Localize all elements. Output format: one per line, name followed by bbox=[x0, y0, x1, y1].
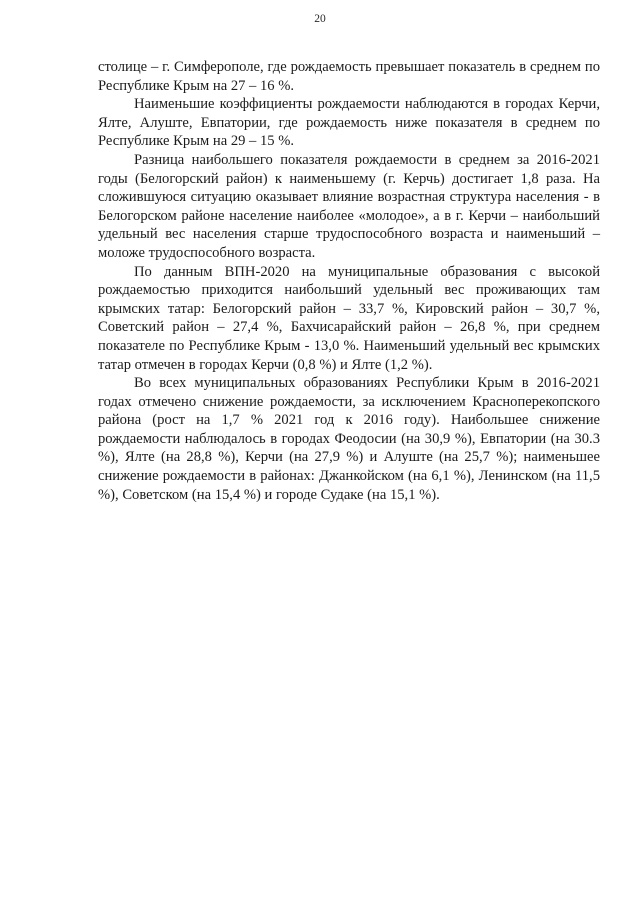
paragraph-simferopol: столице – г. Симферополе, где рождаемость превышает показатель в среднем по Республике Крым на 27 – 16 %. bbox=[98, 59, 600, 94]
paragraph-lowest-rates: Наименьшие коэффициенты рождаемости наблюдаются в городах Керчи, Ялте, Алуште, Евпатории, где рождаемость ниже показателя в среднем по Республике Крым на 29 – 15 %. bbox=[98, 96, 600, 150]
paragraph-birth-decline: Во всех муниципальных образованиях Республики Крым в 2016-2021 годах отмечено снижение рождаемости, за исключением Красноперекопского района (рост на 1,7 % 2021 год к 2016 году). Наибольшее снижение рождаемости наблюдалось в городах Феодосии (на 30,9 %), Евпатории (на 30.3 %), Ялте (на 28,8 %), Керчи (на 27,9 %) и Алуште (на 25,7 %); наименьшее снижение рождаемости в районах: Джанкойском (на 6,1 %), Ленинском (на 11,5 %), Советском (на 15,4 %) и городе Судаке (на 15,1 %). bbox=[98, 375, 600, 503]
page-number: 20 bbox=[314, 13, 326, 25]
document-body bbox=[98, 58, 600, 504]
paragraph-age-structure: Разница наибольшего показателя рождаемости в среднем за 2016-2021 годы (Белогорский район) к наименьшему (г. Керчь) достигает 1,8 раза. На сложившуюся ситуацию оказывает влияние возрастная структура населения - в Белогорском районе население наиболее «молодое», а в г. Керчи – наибольший удельный вес населения старше трудоспособного возраста и наименьший – моложе трудоспособного возраста. bbox=[98, 151, 600, 261]
paragraph-census-2020: По данным ВПН-2020 на муниципальные образования с высокой рождаемостью приходится наибольший удельный вес проживающих там крымских татар: Белогорский район – 33,7 %, Кировский район – 30,7 %, Советский район – 27,4 %, Бахчисарайский район – 26,8 %, при среднем показателе по Республике Крым - 13,0 %. Наименьший удельный вес крымских татар отмечен в городах Керчи (0,8 %) и Ялте (1,2 %). bbox=[98, 263, 600, 373]
